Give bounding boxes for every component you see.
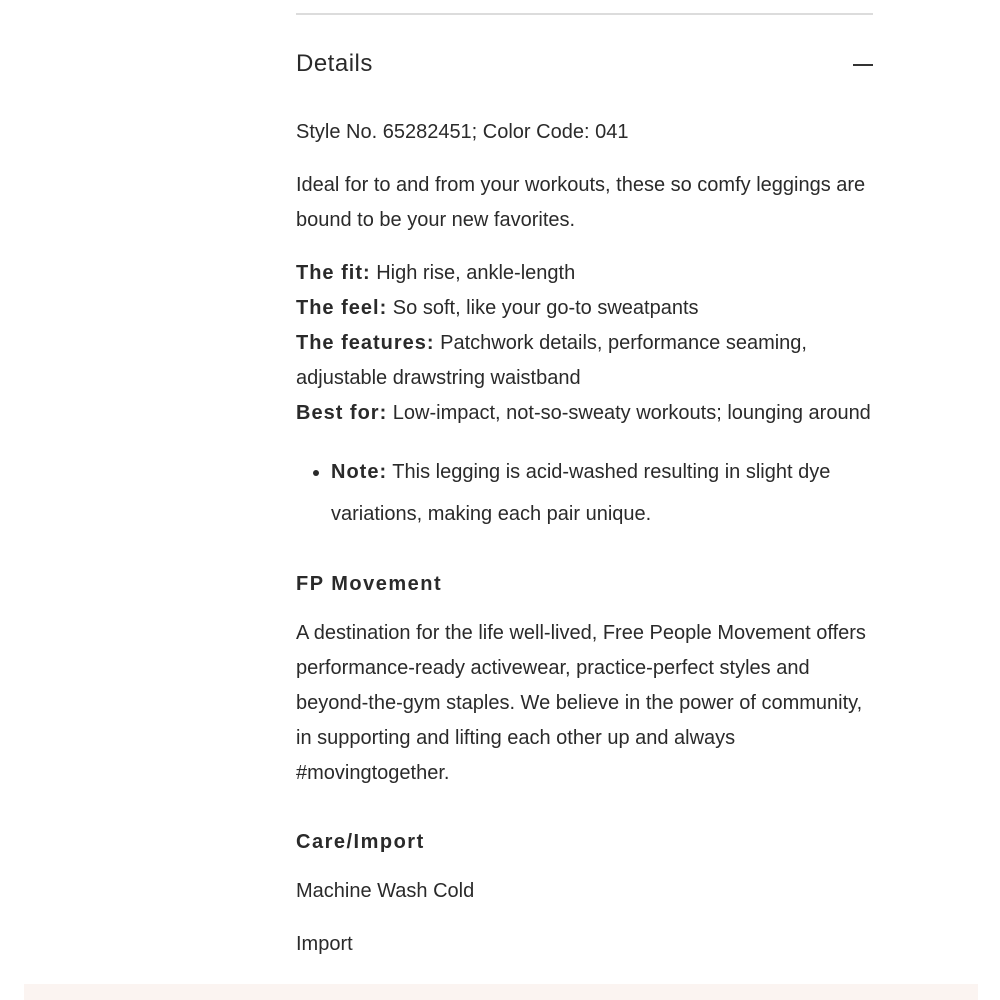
spec-value-features: Patchwork details, performance seaming, adjustable drawstring waistband: [296, 332, 807, 389]
product-description: Ideal for to and from your workouts, these so comfy leggings are bound to be your new favorites.: [296, 174, 866, 231]
care-origin: Import: [296, 933, 353, 955]
spec-value-best-for: Low-impact, not-so-sweaty workouts; lounging around: [387, 402, 871, 424]
brand-description: A destination for the life well-lived, Free People Movement offers performance-ready activewear, practice-perfect styles and beyond-the-gym staples. We believe in the power of community, in supporting and lifting each other up and always #movingtogether.: [296, 622, 866, 784]
brand-heading: FP Movement: [296, 573, 443, 595]
spec-label-fit: The fit:: [296, 262, 371, 284]
minus-icon[interactable]: [853, 54, 873, 74]
product-specs: [296, 256, 873, 431]
details-accordion-content: [296, 115, 873, 962]
spec-label-features: The features:: [296, 332, 435, 354]
note-text: This legging is acid-washed resulting in slight dye variations, making each pair unique.: [331, 461, 831, 525]
style-number: Style No. 65282451; Color Code: 041: [296, 121, 629, 143]
spec-label-feel: The feel:: [296, 297, 388, 319]
care-heading: Care/Import: [296, 831, 425, 853]
spec-value-fit: High rise, ankle-length: [370, 262, 576, 284]
care-wash-instruction: Machine Wash Cold: [296, 880, 475, 902]
footer-band: [24, 984, 978, 1000]
note-list: [296, 451, 873, 535]
list-item: [331, 451, 873, 535]
section-divider: [296, 13, 873, 15]
details-accordion-header[interactable]: [296, 44, 873, 84]
details-accordion-title: Details: [296, 50, 373, 77]
spec-label-best-for: Best for:: [296, 402, 388, 424]
note-label: Note:: [331, 461, 388, 483]
spec-value-feel: So soft, like your go-to sweatpants: [387, 297, 699, 319]
